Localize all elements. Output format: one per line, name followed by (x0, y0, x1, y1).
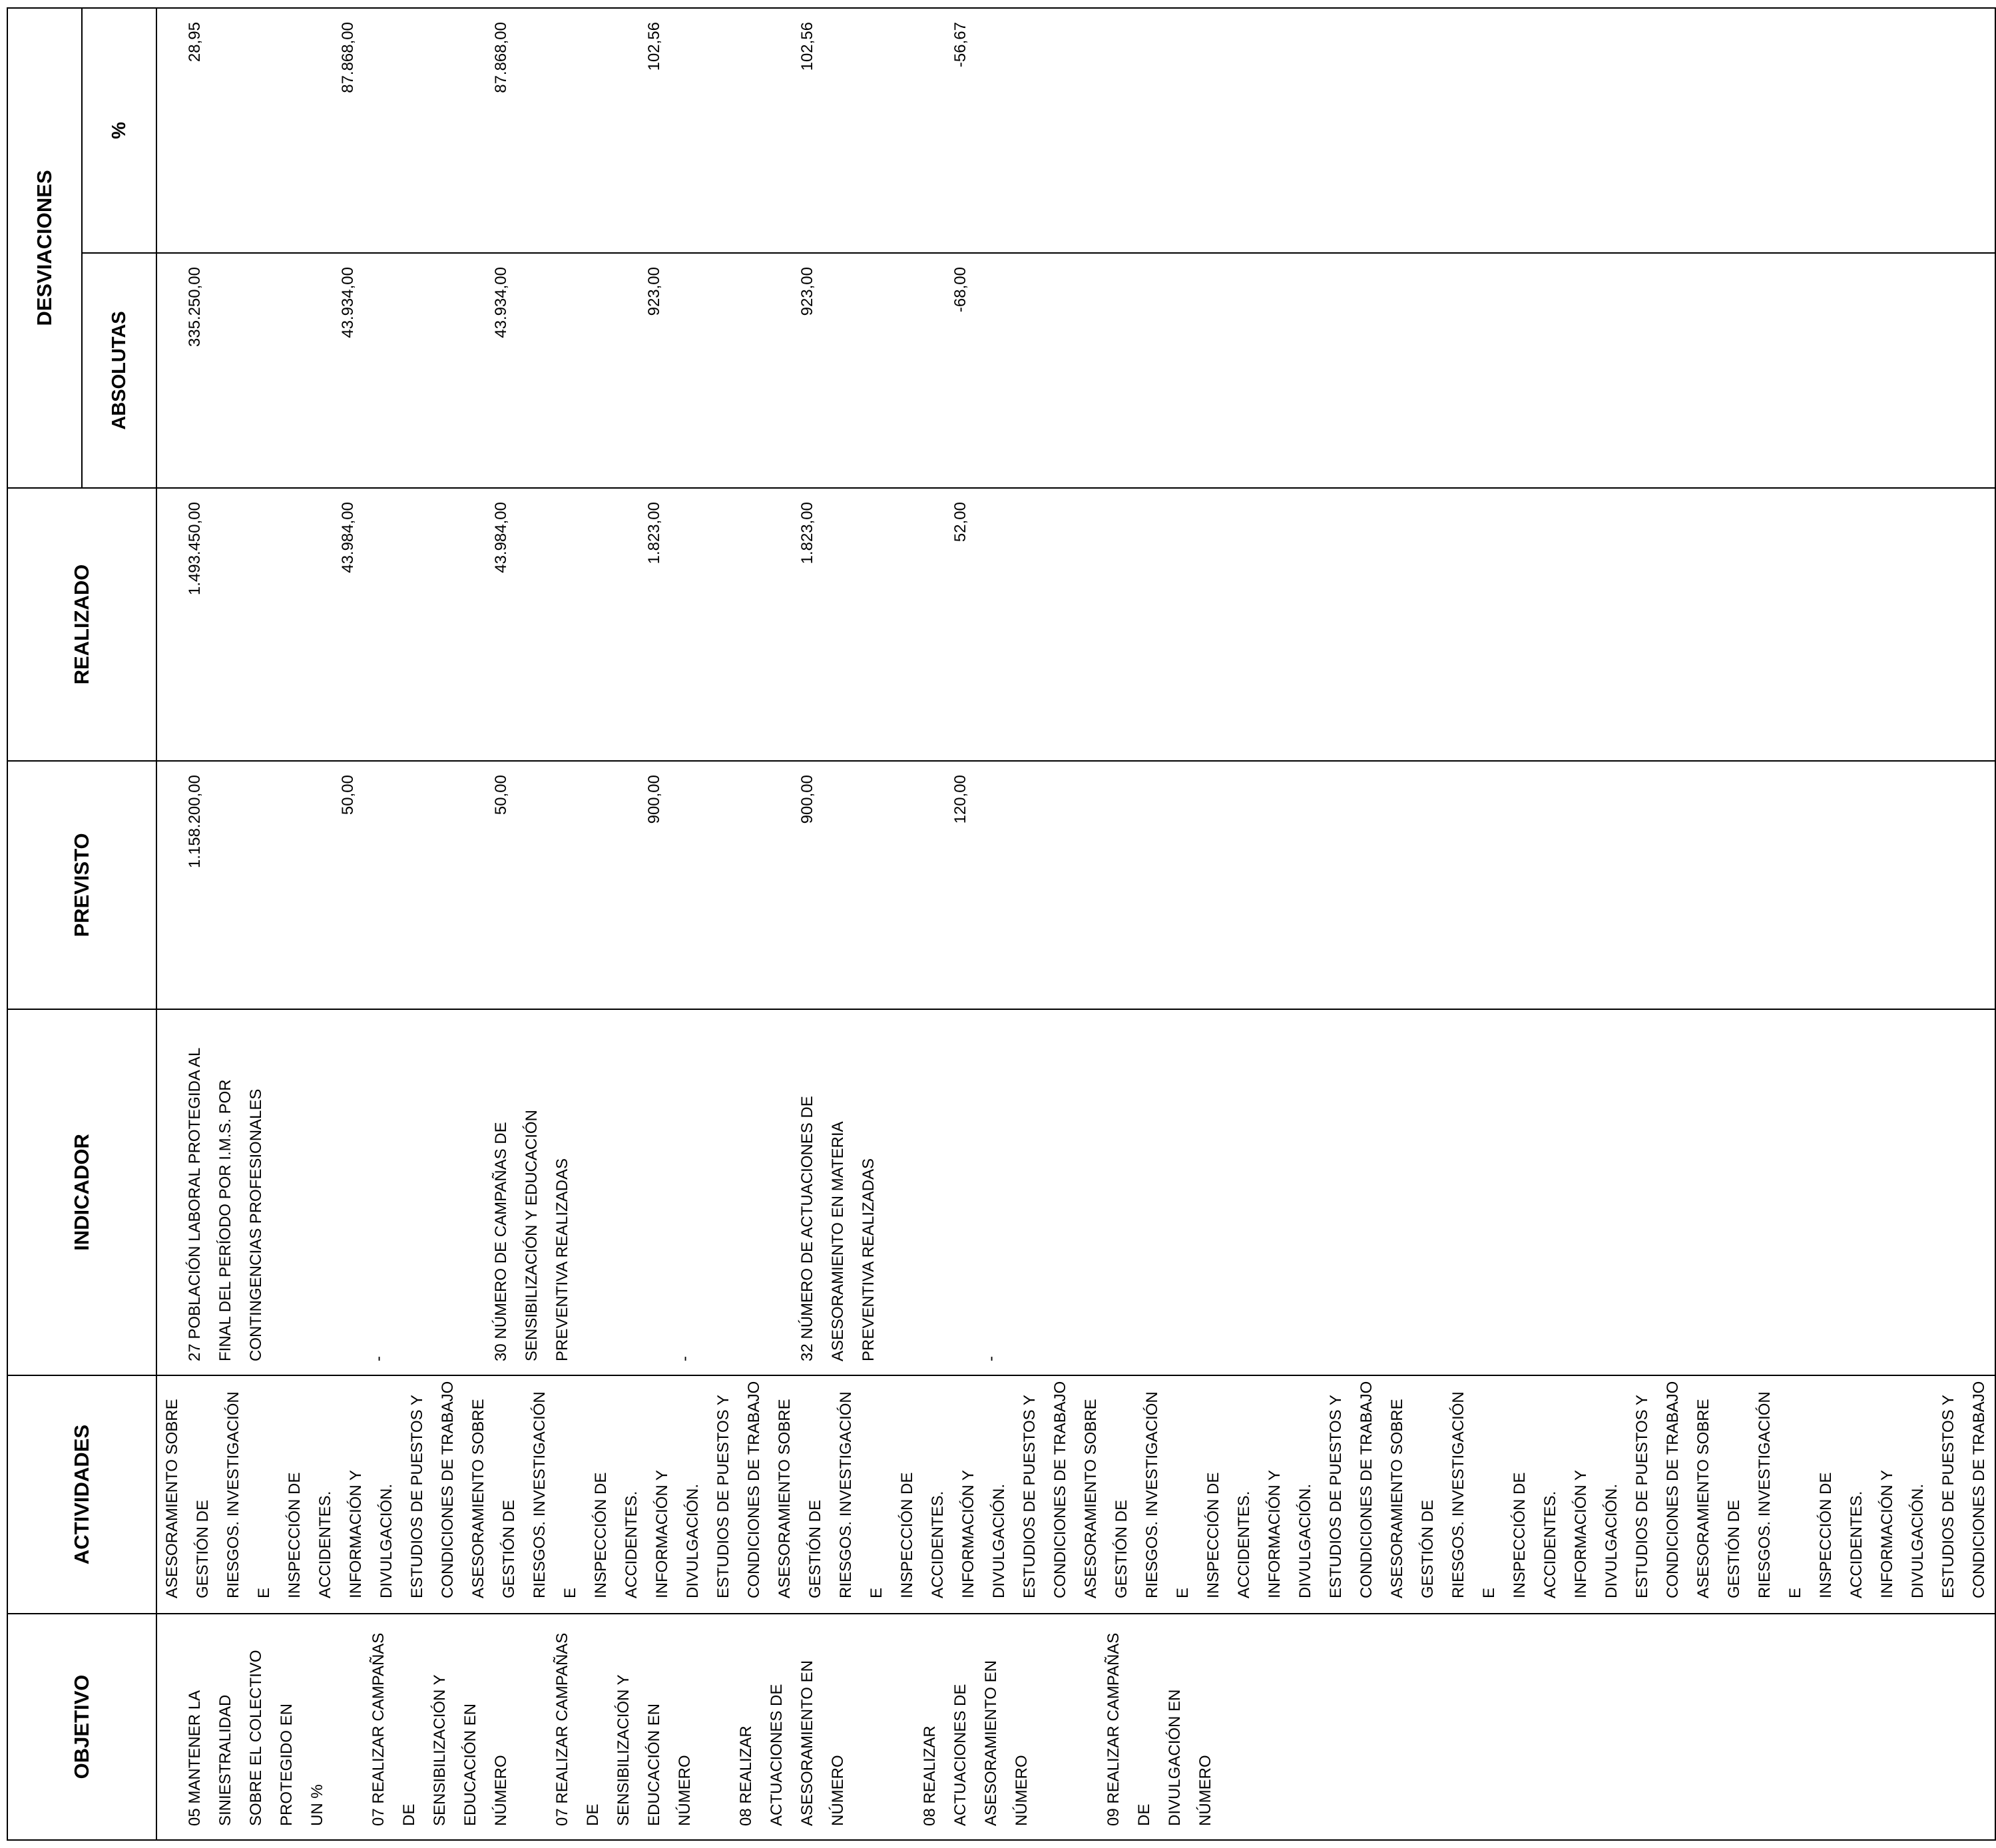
objetivo-line: SENSIBILIZACIÓN Y EDUCACIÓN EN (615, 1674, 663, 1826)
absolutas-value: 923,00 (798, 267, 816, 316)
actividades-line: CONDICIONES DE TRABAJO (1970, 1381, 1988, 1598)
actividades-line: ASESORAMIENTO SOBRE GESTIÓN DE (469, 1399, 518, 1598)
indicador-line (425, 1017, 455, 1361)
actividades-line: INFORMACIÓN Y DIVULGACIÓN. (1572, 1470, 1621, 1598)
header-desviaciones: DESVIACIONES (7, 8, 82, 488)
indicador-line (945, 1017, 976, 1361)
porcentaje-value: 102,56 (645, 22, 663, 71)
absolutas-cell (156, 253, 1995, 488)
objetivo-line (854, 1621, 884, 1826)
indicador-line (302, 1017, 333, 1361)
objetivo-line: 07 REALIZAR CAMPAÑAS DE (553, 1632, 602, 1826)
actividades-line: RIESGOS. INVESTIGACIÓN E (1756, 1391, 1804, 1598)
indicador-line (884, 1017, 915, 1361)
realizado-value: 52,00 (951, 502, 969, 543)
actividades-line: INFORMACIÓN Y DIVULGACIÓN. (347, 1470, 395, 1598)
objetivo-line (517, 1621, 547, 1826)
actividades-line: ESTUDIOS DE PUESTOS Y (1939, 1395, 1957, 1598)
actividades-line: INSPECCIÓN DE ACCIDENTES. (1817, 1472, 1866, 1598)
indicador-line (394, 1017, 425, 1361)
previsto-value: 50,00 (492, 775, 510, 815)
absolutas-value: 43.934,00 (492, 267, 510, 338)
previsto-value: 50,00 (339, 775, 357, 815)
header-objetivo: OBJETIVO (7, 1614, 156, 1840)
objetivo-line: ASESORAMIENTO EN NÚMERO (798, 1660, 847, 1826)
indicador-line: 32 NÚMERO DE ACTUACIONES DE (798, 1096, 816, 1361)
absolutas-value: 335.250,00 (186, 267, 204, 347)
actividades-line: ESTUDIOS DE PUESTOS Y (408, 1395, 426, 1598)
objetivo-line: SOBRE EL COLECTIVO PROTEGIDO EN (247, 1650, 296, 1826)
actividades-line: CONDICIONES DE TRABAJO (1358, 1381, 1375, 1598)
objetivo-line: SENSIBILIZACIÓN Y EDUCACIÓN EN (431, 1674, 479, 1826)
absolutas-value: -68,00 (951, 267, 969, 313)
actividades-line: ESTUDIOS DE PUESTOS Y (1633, 1395, 1651, 1598)
indicador-line (762, 1017, 792, 1361)
previsto-value: 1.158.200,00 (186, 775, 204, 869)
porcentaje-value: 102,56 (798, 22, 816, 71)
actividades-line: CONDICIONES DE TRABAJO (1664, 1381, 1682, 1598)
indicador-line: - (676, 1356, 694, 1361)
porcentaje-value: 87.868,00 (339, 22, 357, 93)
actividades-line: CONDICIONES DE TRABAJO (745, 1381, 763, 1598)
indicador-line (639, 1017, 670, 1361)
realizado-value: 1.823,00 (645, 502, 663, 565)
objectives-table (7, 7, 1996, 1841)
actividades-line: INSPECCIÓN DE ACCIDENTES. (898, 1472, 947, 1598)
actividades-line: RIESGOS. INVESTIGACIÓN E (531, 1391, 579, 1598)
objetivo-line (333, 1621, 364, 1826)
indicador-line: PREVENTIVA REALIZADAS (553, 1158, 571, 1361)
objetivo-line: 09 REALIZAR CAMPAÑAS DE (1105, 1632, 1153, 1826)
porcentaje-value: -56,67 (951, 22, 969, 68)
actividades-line: ASESORAMIENTO SOBRE GESTIÓN DE (1694, 1399, 1743, 1598)
actividades-line: INSPECCIÓN DE ACCIDENTES. (592, 1472, 640, 1598)
actividades-line: CONDICIONES DE TRABAJO (1051, 1381, 1069, 1598)
actividades-line: INSPECCIÓN DE ACCIDENTES. (286, 1472, 334, 1598)
objetivo-line: DIVULGACIÓN EN NÚMERO (1166, 1689, 1214, 1826)
actividades-line: INSPECCIÓN DE ACCIDENTES. (1204, 1472, 1253, 1598)
indicador-line: CONTINGENCIAS PROFESIONALES (247, 1088, 265, 1361)
objetivo-line: UN % (308, 1784, 326, 1826)
actividades-line: RIESGOS. INVESTIGACIÓN E (1143, 1391, 1192, 1598)
objetivo-line: 08 REALIZAR ACTUACIONES DE (921, 1684, 969, 1826)
absolutas-value: 923,00 (645, 267, 663, 316)
indicador-line: PREVENTIVA REALIZADAS (860, 1158, 877, 1361)
objetivo-line (700, 1621, 731, 1826)
previsto-value: 900,00 (798, 775, 816, 824)
indicador-line (609, 1017, 639, 1361)
realizado-value: 1.493.450,00 (186, 502, 204, 596)
actividades-line: INFORMACIÓN Y DIVULGACIÓN. (653, 1470, 702, 1598)
indicador-line: SENSIBILIZACIÓN Y EDUCACIÓN (523, 1110, 541, 1361)
header-absolutas: ABSOLUTAS (82, 253, 156, 488)
indicador-line (333, 1017, 364, 1361)
absolutas-value: 43.934,00 (339, 267, 357, 338)
actividades-line: INFORMACIÓN Y DIVULGACIÓN. (959, 1470, 1008, 1598)
indicador-line (455, 1017, 486, 1361)
realizado-value: 1.823,00 (798, 502, 816, 565)
realizado-value: 43.984,00 (492, 502, 510, 573)
actividades-line: ASESORAMIENTO SOBRE GESTIÓN DE (163, 1399, 212, 1598)
previsto-value: 120,00 (951, 775, 969, 824)
indicador-line: FINAL DEL PERÍODO POR I.M.S. POR (216, 1079, 234, 1361)
objetivo-line (884, 1621, 915, 1826)
porcentaje-value: 28,95 (186, 22, 204, 63)
porcentaje-value: 87.868,00 (492, 22, 510, 93)
indicador-line: 30 NÚMERO DE CAMPAÑAS DE (492, 1122, 510, 1361)
objetivo-line: 07 REALIZAR CAMPAÑAS DE (370, 1632, 418, 1826)
objetivo-line: 08 REALIZAR ACTUACIONES DE (737, 1684, 786, 1826)
realizado-cell (156, 488, 1995, 761)
actividades-line: CONDICIONES DE TRABAJO (439, 1381, 457, 1598)
header-porcentaje: % (82, 8, 156, 253)
indicador-line: - (370, 1356, 387, 1361)
porcentaje-cell (156, 8, 1995, 253)
actividades-line: RIESGOS. INVESTIGACIÓN E (1449, 1391, 1498, 1598)
objetivo-line: NÚMERO (492, 1755, 510, 1826)
actividades-line: ASESORAMIENTO SOBRE GESTIÓN DE (1388, 1399, 1437, 1598)
objetivo-line (1037, 1621, 1068, 1826)
objetivo-line: ASESORAMIENTO EN NÚMERO (982, 1660, 1031, 1826)
previsto-value: 900,00 (645, 775, 663, 824)
indicador-line (915, 1017, 945, 1361)
header-realizado: REALIZADO (7, 488, 156, 761)
actividades-line: RIESGOS. INVESTIGACIÓN E (837, 1391, 885, 1598)
indicador-cell (156, 1009, 1995, 1375)
actividades-line: ASESORAMIENTO SOBRE GESTIÓN DE (776, 1399, 824, 1598)
previsto-cell (156, 761, 1995, 1009)
actividades-line: ESTUDIOS DE PUESTOS Y (1021, 1395, 1039, 1598)
actividades-cell (156, 1375, 1995, 1614)
objetivo-line: NÚMERO (676, 1755, 694, 1826)
actividades-line: INFORMACIÓN Y DIVULGACIÓN. (1878, 1470, 1927, 1598)
header-indicador: INDICADOR (7, 1009, 156, 1375)
actividades-line: ESTUDIOS DE PUESTOS Y (1327, 1395, 1345, 1598)
objetivo-cell (156, 1614, 1995, 1840)
indicador-line: ASESORAMIENTO EN MATERIA (829, 1121, 847, 1361)
actividades-line: INSPECCIÓN DE ACCIDENTES. (1511, 1472, 1559, 1598)
realizado-value: 43.984,00 (339, 502, 357, 573)
header-actividades: ACTIVIDADES (7, 1375, 156, 1614)
actividades-line: RIESGOS. INVESTIGACIÓN E (224, 1391, 273, 1598)
indicador-line (578, 1017, 609, 1361)
objetivo-line: 05 MANTENER LA SINIESTRALIDAD (186, 1691, 234, 1826)
indicador-line (731, 1017, 762, 1361)
indicador-line (700, 1017, 731, 1361)
actividades-line: INFORMACIÓN Y DIVULGACIÓN. (1266, 1470, 1314, 1598)
objetivo-line (1068, 1621, 1099, 1826)
indicador-line: - (982, 1356, 1000, 1361)
indicador-line (272, 1017, 302, 1361)
actividades-line: ASESORAMIENTO SOBRE GESTIÓN DE (1082, 1399, 1130, 1598)
actividades-line: ESTUDIOS DE PUESTOS Y (714, 1395, 732, 1598)
header-previsto: PREVISTO (7, 761, 156, 1009)
indicador-line: 27 POBLACIÓN LABORAL PROTEGIDA AL (186, 1047, 204, 1361)
